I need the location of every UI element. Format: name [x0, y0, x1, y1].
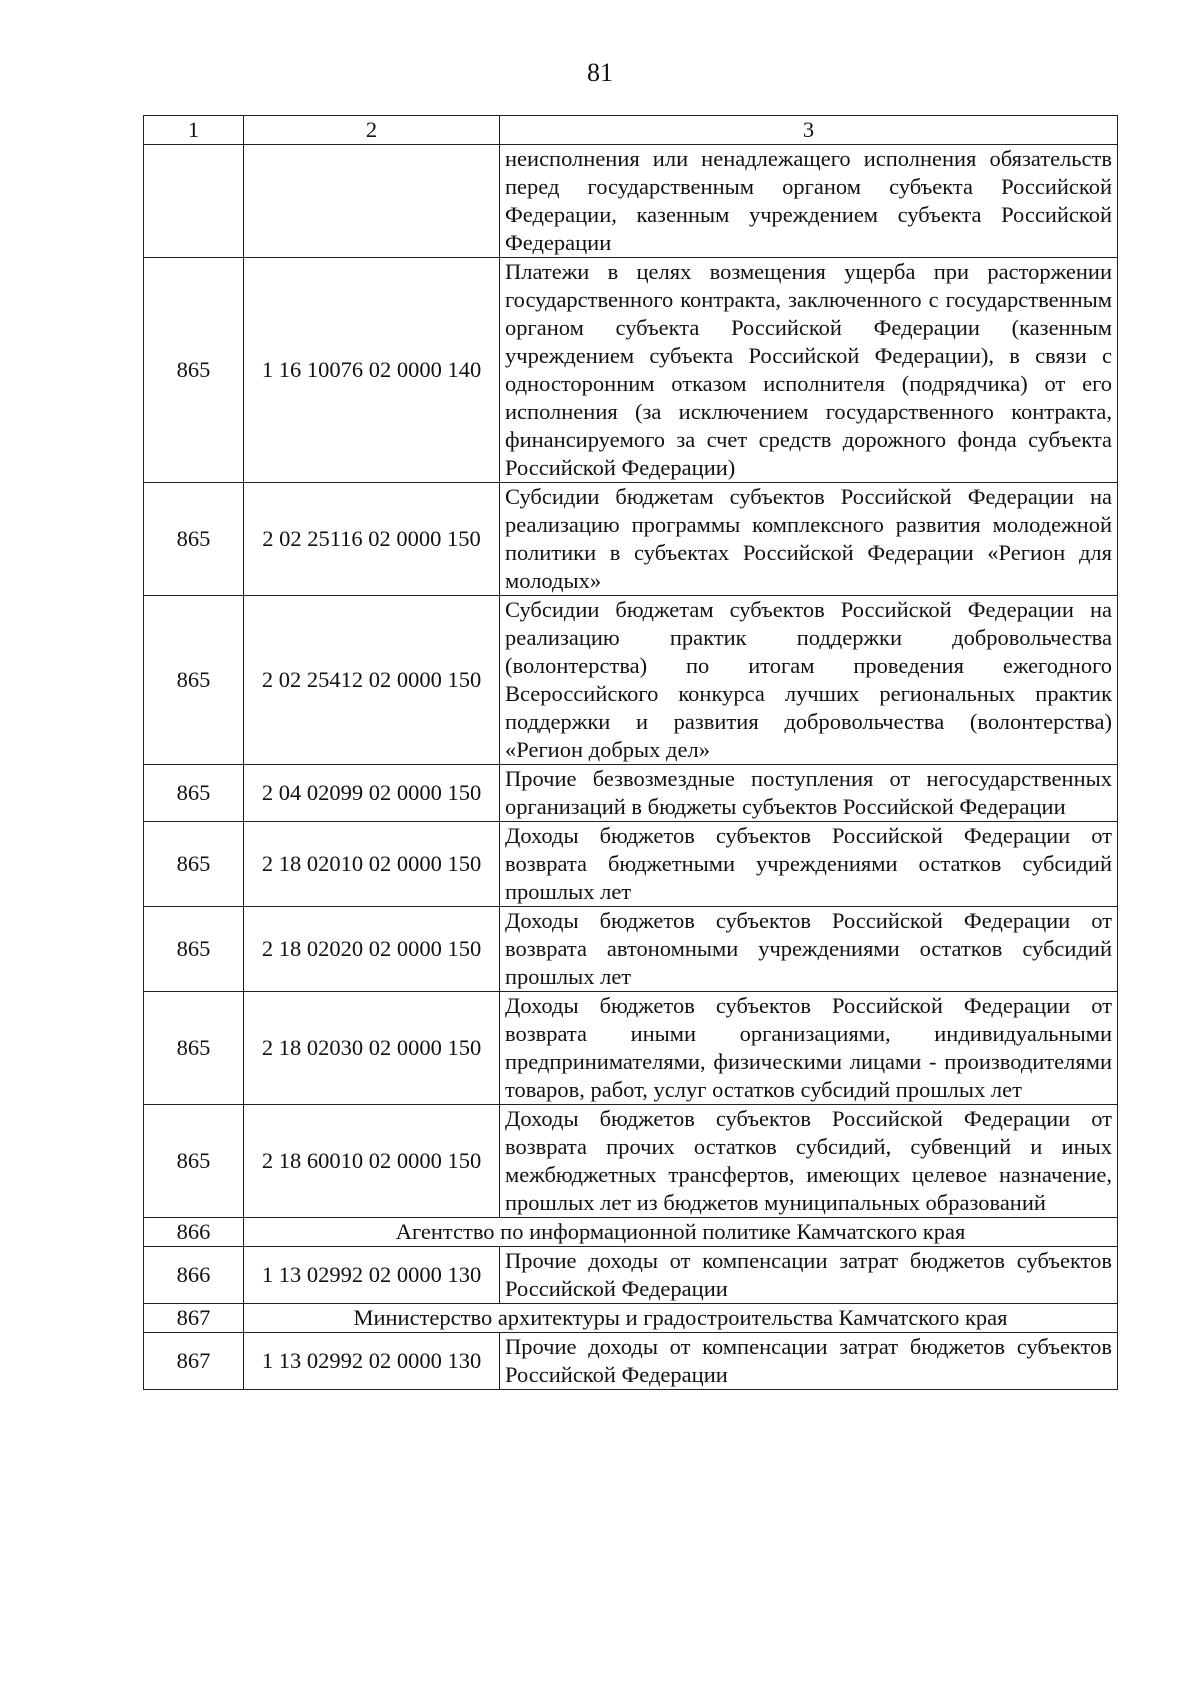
- revenue-description-cell: Доходы бюджетов субъектов Российской Федерации от возврата бюджетными учреждениями остатков субсидий прошлых лет: [500, 822, 1118, 907]
- revenue-description-cell: Субсидии бюджетам субъектов Российской Федерации на реализацию программы комплексного развития молодежной политики в субъектах Российской Федерации «Регион для молодых»: [500, 483, 1118, 596]
- budget-code-cell: 2 04 02099 02 0000 150: [244, 765, 500, 822]
- admin-code-cell: 865: [144, 992, 244, 1105]
- table-row: [144, 483, 1118, 596]
- admin-code-cell: 865: [144, 1105, 244, 1218]
- revenue-description-cell: Прочие доходы от компенсации затрат бюджетов субъектов Российской Федерации: [500, 1333, 1118, 1390]
- admin-code-cell: 865: [144, 822, 244, 907]
- admin-code-cell: 867: [144, 1333, 244, 1390]
- admin-code-cell: 866: [144, 1247, 244, 1304]
- admin-code-cell: 865: [144, 483, 244, 596]
- budget-code-cell: 2 18 02010 02 0000 150: [244, 822, 500, 907]
- page-number: 81: [587, 58, 613, 87]
- table-row: [144, 907, 1118, 992]
- admin-code-cell: 867: [144, 1304, 244, 1333]
- administrator-name-cell: Агентство по информационной политике Камчатского края: [244, 1218, 1118, 1247]
- budget-code-cell: 2 02 25412 02 0000 150: [244, 596, 500, 765]
- revenue-description-cell: Прочие доходы от компенсации затрат бюджетов субъектов Российской Федерации: [500, 1247, 1118, 1304]
- table-row: [144, 822, 1118, 907]
- table-row: [144, 1247, 1118, 1304]
- table-section-row: [144, 1218, 1118, 1247]
- revenue-description-cell: Доходы бюджетов субъектов Российской Федерации от возврата прочих остатков субсидий, субвенций и иных межбюджетных трансфертов, имеющих целевое назначение, прошлых лет из бюджетов муниципальных образований: [500, 1105, 1118, 1218]
- admin-code-cell: [144, 145, 244, 258]
- revenue-description-cell: Платежи в целях возмещения ущерба при расторжении государственного контракта, заключенного с государственным органом субъекта Российской Федерации (казенным учреждением субъекта Российской Федерации), в связи с односторонним отказом исполнителя (подрядчика) от его исполнения (за исключением государственного контракта, финансируемого за счет средств дорожного фонда субъекта Российской Федерации): [500, 258, 1118, 483]
- admin-code-cell: 865: [144, 258, 244, 483]
- budget-code-cell: 2 02 25116 02 0000 150: [244, 483, 500, 596]
- budget-code-cell: 1 13 02992 02 0000 130: [244, 1333, 500, 1390]
- table-body: [144, 145, 1118, 1390]
- admin-code-cell: 865: [144, 596, 244, 765]
- admin-code-cell: 865: [144, 765, 244, 822]
- table-row: [144, 1105, 1118, 1218]
- revenue-description-cell: Доходы бюджетов субъектов Российской Федерации от возврата автономными учреждениями остатков субсидий прошлых лет: [500, 907, 1118, 992]
- admin-code-cell: 865: [144, 907, 244, 992]
- budget-code-cell: 2 18 60010 02 0000 150: [244, 1105, 500, 1218]
- table-row: [144, 258, 1118, 483]
- table-section-row: [144, 1304, 1118, 1333]
- table-row: [144, 1333, 1118, 1390]
- revenue-description-cell: Субсидии бюджетам субъектов Российской Федерации на реализацию практик поддержки добровольчества (волонтерства) по итогам проведения ежегодного Всероссийского конкурса лучших региональных практик поддержки и развития добровольчества (волонтерства) «Регион добрых дел»: [500, 596, 1118, 765]
- budget-code-cell: 1 16 10076 02 0000 140: [244, 258, 500, 483]
- revenue-description-cell: Прочие безвозмездные поступления от негосударственных организаций в бюджеты субъектов Российской Федерации: [500, 765, 1118, 822]
- administrator-name-cell: Министерство архитектуры и градостроительства Камчатского края: [244, 1304, 1118, 1333]
- budget-code-cell: 2 18 02020 02 0000 150: [244, 907, 500, 992]
- budget-classification-table: [143, 115, 1118, 1390]
- table-row: [144, 765, 1118, 822]
- table-row: [144, 145, 1118, 258]
- budget-code-cell: 1 13 02992 02 0000 130: [244, 1247, 500, 1304]
- column-header-1: 1: [144, 116, 244, 145]
- budget-code-cell: 2 18 02030 02 0000 150: [244, 992, 500, 1105]
- table-row: [144, 596, 1118, 765]
- table-header-row: [144, 116, 1118, 145]
- budget-code-cell: [244, 145, 500, 258]
- column-header-3: 3: [500, 116, 1118, 145]
- column-header-2: 2: [244, 116, 500, 145]
- table-row: [144, 992, 1118, 1105]
- admin-code-cell: 866: [144, 1218, 244, 1247]
- revenue-description-cell: неисполнения или ненадлежащего исполнения обязательств перед государственным органом субъекта Российской Федерации, казенным учреждением субъекта Российской Федерации: [500, 145, 1118, 258]
- revenue-description-cell: Доходы бюджетов субъектов Российской Федерации от возврата иными организациями, индивидуальными предпринимателями, физическими лицами - производителями товаров, работ, услуг остатков субсидий прошлых лет: [500, 992, 1118, 1105]
